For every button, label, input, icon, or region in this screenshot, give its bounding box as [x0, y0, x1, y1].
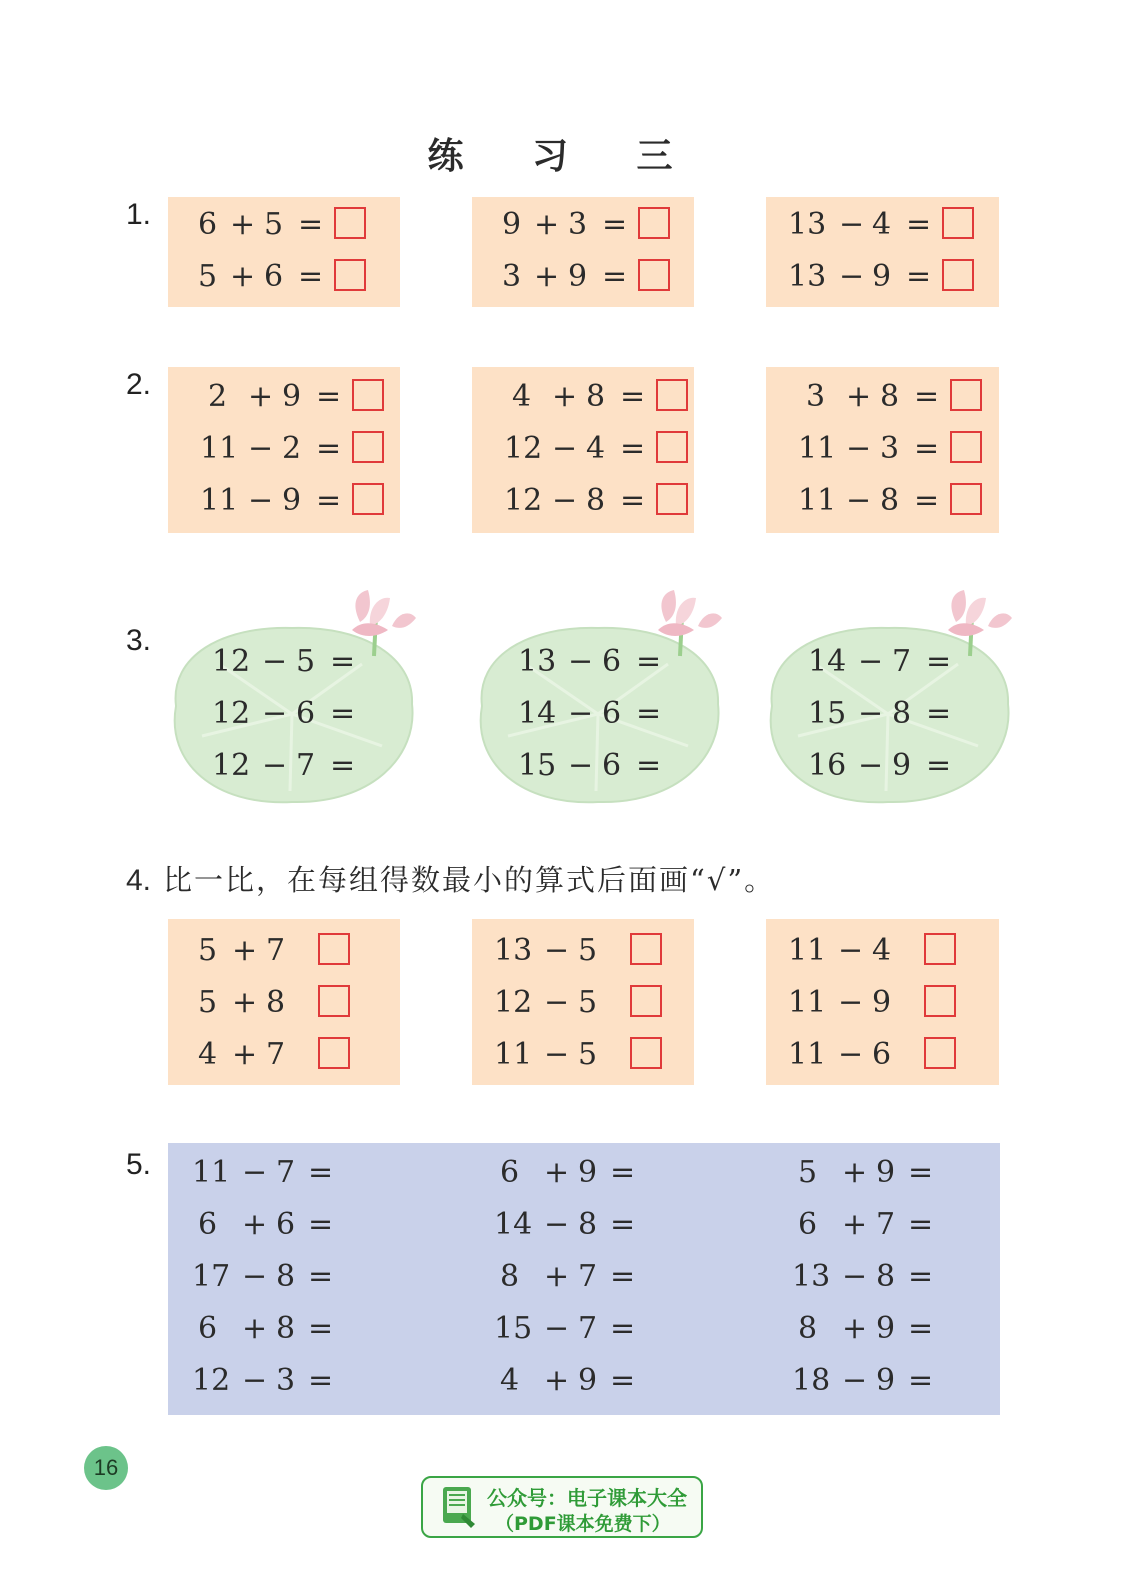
operand-a: 15: [518, 748, 557, 783]
equals-sign: =: [926, 644, 952, 679]
operator: −: [846, 431, 872, 466]
equation-row: [192, 1361, 392, 1401]
answer-box[interactable]: [318, 1037, 350, 1069]
equation-row: [472, 1035, 694, 1075]
equals-sign: =: [908, 1259, 934, 1294]
q5-exercise-panel: [168, 1143, 1000, 1415]
operator: −: [858, 644, 884, 679]
equation-row: [766, 377, 999, 417]
equation-row: [758, 642, 1018, 682]
q5-equation-slot: [792, 1153, 992, 1193]
answer-box[interactable]: [352, 431, 384, 463]
equals-sign: =: [298, 259, 324, 294]
q5-equation-slot: [192, 1309, 392, 1349]
operator: +: [544, 1259, 570, 1294]
q5-equation-slot: [792, 1205, 992, 1245]
operand-b: 8: [266, 985, 286, 1020]
equals-sign: =: [914, 483, 940, 518]
operator: −: [552, 431, 578, 466]
operand-a: 13: [494, 933, 533, 968]
q5-equation-slot: [494, 1361, 694, 1401]
equals-sign: =: [316, 431, 342, 466]
operand-a: 14: [808, 644, 847, 679]
operand-b: 5: [264, 207, 284, 242]
operator: +: [232, 1037, 258, 1072]
operand-a: 6: [500, 1155, 520, 1190]
operator: +: [842, 1155, 868, 1190]
equation-row: [168, 205, 400, 245]
q5-equation-slot: [792, 1257, 992, 1297]
operator: +: [232, 933, 258, 968]
equals-sign: =: [298, 207, 324, 242]
q5-equation-slot: [494, 1205, 694, 1245]
page-number: 16: [84, 1446, 128, 1490]
answer-box[interactable]: [638, 207, 670, 239]
operand-a: 12: [494, 985, 533, 1020]
operand-b: 8: [586, 379, 606, 414]
q5-equation-slot: [494, 1309, 694, 1349]
operand-b: 8: [276, 1311, 296, 1346]
operand-b: 3: [568, 207, 588, 242]
operator: −: [544, 1037, 570, 1072]
q3-lotus-leaf-group: [162, 586, 422, 816]
operand-b: 6: [602, 696, 622, 731]
equation-row: [472, 481, 694, 521]
operator: +: [230, 207, 256, 242]
operand-b: 9: [876, 1363, 896, 1398]
equation-row: [168, 1035, 400, 1075]
operator: −: [839, 207, 865, 242]
equation-row: [494, 1205, 694, 1245]
q2-group: [168, 367, 400, 533]
operator: −: [568, 696, 594, 731]
operand-a: 11: [788, 985, 827, 1020]
q3-lotus-leaf-group: [758, 586, 1018, 816]
operand-a: 17: [192, 1259, 231, 1294]
operand-a: 4: [500, 1363, 520, 1398]
operand-a: 12: [504, 431, 543, 466]
equals-sign: =: [330, 644, 356, 679]
operand-b: 9: [876, 1155, 896, 1190]
operand-b: 6: [276, 1207, 296, 1242]
operand-b: 8: [892, 696, 912, 731]
equals-sign: =: [636, 748, 662, 783]
equals-sign: =: [636, 644, 662, 679]
answer-box[interactable]: [334, 207, 366, 239]
operand-b: 9: [578, 1363, 598, 1398]
equation-row: [758, 694, 1018, 734]
operand-b: 3: [276, 1363, 296, 1398]
operator: −: [568, 748, 594, 783]
operand-a: 11: [192, 1155, 231, 1190]
equation-row: [472, 931, 694, 971]
operator: +: [232, 985, 258, 1020]
equation-row: [472, 983, 694, 1023]
book-icon: [441, 1484, 477, 1530]
operator: +: [242, 1207, 268, 1242]
operand-b: 7: [266, 933, 286, 968]
q2-number: 2.: [126, 368, 152, 401]
answer-box[interactable]: [318, 985, 350, 1017]
equals-sign: =: [602, 207, 628, 242]
operand-a: 6: [798, 1207, 818, 1242]
equation-row: [468, 746, 728, 786]
operand-b: 8: [876, 1259, 896, 1294]
equation-row: [472, 205, 694, 245]
equation-row: [468, 642, 728, 682]
equals-sign: =: [906, 207, 932, 242]
q5-equation-slot: [192, 1153, 392, 1193]
operand-b: 6: [296, 696, 316, 731]
operand-a: 11: [798, 483, 837, 518]
operator: −: [248, 483, 274, 518]
operator: −: [858, 696, 884, 731]
answer-box[interactable]: [942, 207, 974, 239]
operand-a: 16: [808, 748, 847, 783]
answer-box[interactable]: [924, 1037, 956, 1069]
operand-a: 11: [494, 1037, 533, 1072]
equation-row: [168, 257, 400, 297]
equals-sign: =: [908, 1363, 934, 1398]
operand-b: 8: [586, 483, 606, 518]
equation-row: [168, 429, 400, 469]
operator: −: [544, 1207, 570, 1242]
answer-box[interactable]: [352, 483, 384, 515]
operand-a: 11: [200, 483, 239, 518]
operator: −: [842, 1259, 868, 1294]
answer-box[interactable]: [630, 933, 662, 965]
q2-group: [766, 367, 999, 533]
equation-row: [472, 377, 694, 417]
operand-b: 5: [578, 985, 598, 1020]
equation-row: [192, 1205, 392, 1245]
q5-equation-slot: [792, 1361, 992, 1401]
q4-instruction: 比一比，在每组得数最小的算式后面画“√”。: [163, 863, 776, 897]
answer-box[interactable]: [950, 483, 982, 515]
q5-equation-slot: [494, 1153, 694, 1193]
operand-a: 13: [518, 644, 557, 679]
operator: −: [838, 1037, 864, 1072]
answer-box[interactable]: [656, 483, 688, 515]
operand-b: 9: [872, 985, 892, 1020]
equation-row: [766, 1035, 999, 1075]
answer-box[interactable]: [950, 431, 982, 463]
equation-row: [494, 1153, 694, 1193]
answer-box[interactable]: [924, 985, 956, 1017]
operand-a: 12: [192, 1363, 231, 1398]
equation-row: [162, 694, 422, 734]
answer-box[interactable]: [950, 379, 982, 411]
equals-sign: =: [610, 1259, 636, 1294]
q2-group: [472, 367, 694, 533]
operand-a: 11: [798, 431, 837, 466]
operand-a: 8: [500, 1259, 520, 1294]
operand-a: 2: [208, 379, 228, 414]
q1-group: [168, 197, 400, 307]
operand-a: 11: [200, 431, 239, 466]
operand-a: 13: [792, 1259, 831, 1294]
operator: +: [534, 259, 560, 294]
operator: +: [534, 207, 560, 242]
equation-row: [792, 1257, 992, 1297]
equals-sign: =: [908, 1311, 934, 1346]
operator: −: [846, 483, 872, 518]
operand-b: 7: [892, 644, 912, 679]
q1-group: [766, 197, 999, 307]
operand-b: 9: [568, 259, 588, 294]
operand-a: 5: [798, 1155, 818, 1190]
q3-number: 3.: [126, 624, 152, 657]
equation-row: [766, 931, 999, 971]
equation-row: [192, 1153, 392, 1193]
equals-sign: =: [620, 483, 646, 518]
equation-row: [472, 429, 694, 469]
q5-equation-slot: [792, 1309, 992, 1349]
equation-row: [766, 257, 999, 297]
operator: +: [230, 259, 256, 294]
operand-a: 15: [494, 1311, 533, 1346]
equals-sign: =: [330, 748, 356, 783]
operator: −: [544, 1311, 570, 1346]
answer-box[interactable]: [942, 259, 974, 291]
operand-a: 6: [198, 207, 218, 242]
answer-box[interactable]: [630, 985, 662, 1017]
answer-box[interactable]: [318, 933, 350, 965]
equation-row: [494, 1361, 694, 1401]
answer-box[interactable]: [630, 1037, 662, 1069]
operator: +: [544, 1363, 570, 1398]
operand-b: 8: [880, 379, 900, 414]
operand-b: 5: [296, 644, 316, 679]
equals-sign: =: [308, 1155, 334, 1190]
equals-sign: =: [914, 431, 940, 466]
operand-a: 12: [212, 696, 251, 731]
operand-b: 5: [578, 1037, 598, 1072]
operand-b: 9: [578, 1155, 598, 1190]
operand-b: 5: [578, 933, 598, 968]
operand-b: 8: [276, 1259, 296, 1294]
operand-a: 13: [788, 207, 827, 242]
operand-b: 7: [578, 1311, 598, 1346]
equals-sign: =: [308, 1207, 334, 1242]
operand-b: 4: [586, 431, 606, 466]
operator: −: [838, 933, 864, 968]
equation-row: [792, 1153, 992, 1193]
operand-b: 9: [282, 379, 302, 414]
equals-sign: =: [316, 379, 342, 414]
q5-equation-slot: [494, 1257, 694, 1297]
operand-b: 9: [872, 259, 892, 294]
operand-b: 6: [602, 748, 622, 783]
equals-sign: =: [926, 696, 952, 731]
equals-sign: =: [610, 1207, 636, 1242]
equation-row: [494, 1257, 694, 1297]
operand-b: 9: [282, 483, 302, 518]
equals-sign: =: [620, 431, 646, 466]
equation-row: [168, 481, 400, 521]
equals-sign: =: [620, 379, 646, 414]
equals-sign: =: [308, 1363, 334, 1398]
operand-b: 3: [880, 431, 900, 466]
answer-box[interactable]: [656, 431, 688, 463]
watermark-line2: （PDF课本免费下）: [495, 1513, 671, 1535]
equation-row: [168, 377, 400, 417]
equation-row: [766, 205, 999, 245]
equation-row: [766, 481, 999, 521]
operand-b: 9: [892, 748, 912, 783]
answer-box[interactable]: [656, 379, 688, 411]
operand-a: 6: [198, 1311, 218, 1346]
operator: +: [552, 379, 578, 414]
operand-a: 5: [198, 933, 218, 968]
operator: −: [242, 1363, 268, 1398]
operand-b: 8: [578, 1207, 598, 1242]
operand-a: 9: [502, 207, 522, 242]
watermark-line1: 公众号：电子课本大全: [487, 1486, 687, 1510]
equals-sign: =: [908, 1155, 934, 1190]
operator: −: [544, 933, 570, 968]
operator: +: [242, 1311, 268, 1346]
equation-row: [168, 931, 400, 971]
operator: −: [544, 985, 570, 1020]
q3-lotus-leaf-group: [468, 586, 728, 816]
operator: −: [242, 1155, 268, 1190]
operand-a: 18: [792, 1363, 831, 1398]
q5-equation-slot: [192, 1205, 392, 1245]
operator: −: [552, 483, 578, 518]
equals-sign: =: [908, 1207, 934, 1242]
operand-a: 14: [518, 696, 557, 731]
operand-a: 15: [808, 696, 847, 731]
equation-row: [162, 746, 422, 786]
equals-sign: =: [316, 483, 342, 518]
q5-equation-slot: [192, 1257, 392, 1297]
q4-heading: [126, 858, 775, 899]
operand-a: 5: [198, 985, 218, 1020]
q5-number: 5.: [126, 1148, 152, 1181]
answer-box[interactable]: [638, 259, 670, 291]
equation-row: [792, 1205, 992, 1245]
operator: −: [568, 644, 594, 679]
operator: −: [242, 1259, 268, 1294]
equals-sign: =: [636, 696, 662, 731]
equals-sign: =: [308, 1259, 334, 1294]
operand-b: 6: [872, 1037, 892, 1072]
equation-row: [472, 257, 694, 297]
operator: −: [248, 431, 274, 466]
operand-a: 4: [512, 379, 532, 414]
operator: +: [248, 379, 274, 414]
operand-a: 11: [788, 1037, 827, 1072]
operand-a: 12: [212, 644, 251, 679]
equals-sign: =: [906, 259, 932, 294]
operand-b: 4: [872, 933, 892, 968]
operand-a: 8: [798, 1311, 818, 1346]
operator: +: [846, 379, 872, 414]
equation-row: [792, 1309, 992, 1349]
equals-sign: =: [914, 379, 940, 414]
equation-row: [494, 1309, 694, 1349]
equation-row: [192, 1257, 392, 1297]
operand-a: 12: [504, 483, 543, 518]
operand-a: 12: [212, 748, 251, 783]
equation-row: [758, 746, 1018, 786]
q4-number: 4.: [126, 864, 152, 897]
operator: −: [858, 748, 884, 783]
operator: +: [544, 1155, 570, 1190]
equals-sign: =: [610, 1311, 636, 1346]
operator: −: [839, 259, 865, 294]
q4-group: [472, 919, 694, 1085]
answer-box[interactable]: [924, 933, 956, 965]
operand-b: 9: [876, 1311, 896, 1346]
operand-b: 2: [282, 431, 302, 466]
operator: −: [842, 1363, 868, 1398]
operand-b: 6: [264, 259, 284, 294]
answer-box[interactable]: [352, 379, 384, 411]
operator: −: [262, 748, 288, 783]
operator: −: [262, 696, 288, 731]
operator: −: [262, 644, 288, 679]
operand-a: 3: [806, 379, 826, 414]
operand-a: 14: [494, 1207, 533, 1242]
equation-row: [792, 1361, 992, 1401]
operand-b: 7: [266, 1037, 286, 1072]
operand-b: 8: [880, 483, 900, 518]
q1-group: [472, 197, 694, 307]
operand-a: 4: [198, 1037, 218, 1072]
q1-number: 1.: [126, 198, 152, 231]
q4-group: [766, 919, 999, 1085]
operand-b: 7: [296, 748, 316, 783]
q5-equation-slot: [192, 1361, 392, 1401]
equals-sign: =: [330, 696, 356, 731]
equals-sign: =: [926, 748, 952, 783]
equation-row: [162, 642, 422, 682]
operand-a: 13: [788, 259, 827, 294]
watermark-banner: [421, 1476, 703, 1538]
equals-sign: =: [602, 259, 628, 294]
equation-row: [766, 983, 999, 1023]
equals-sign: =: [610, 1155, 636, 1190]
operand-a: 6: [198, 1207, 218, 1242]
answer-box[interactable]: [334, 259, 366, 291]
page-title: 练 习 三: [427, 136, 701, 177]
equation-row: [192, 1309, 392, 1349]
equation-row: [468, 694, 728, 734]
q4-group: [168, 919, 400, 1085]
equation-row: [766, 429, 999, 469]
equation-row: [168, 983, 400, 1023]
operand-b: 7: [578, 1259, 598, 1294]
operand-b: 7: [276, 1155, 296, 1190]
equals-sign: =: [610, 1363, 636, 1398]
operand-b: 4: [872, 207, 892, 242]
operator: −: [838, 985, 864, 1020]
operator: +: [842, 1207, 868, 1242]
operator: +: [842, 1311, 868, 1346]
operand-a: 3: [502, 259, 522, 294]
operand-a: 5: [198, 259, 218, 294]
operand-a: 11: [788, 933, 827, 968]
operand-b: 6: [602, 644, 622, 679]
operand-b: 7: [876, 1207, 896, 1242]
equals-sign: =: [308, 1311, 334, 1346]
